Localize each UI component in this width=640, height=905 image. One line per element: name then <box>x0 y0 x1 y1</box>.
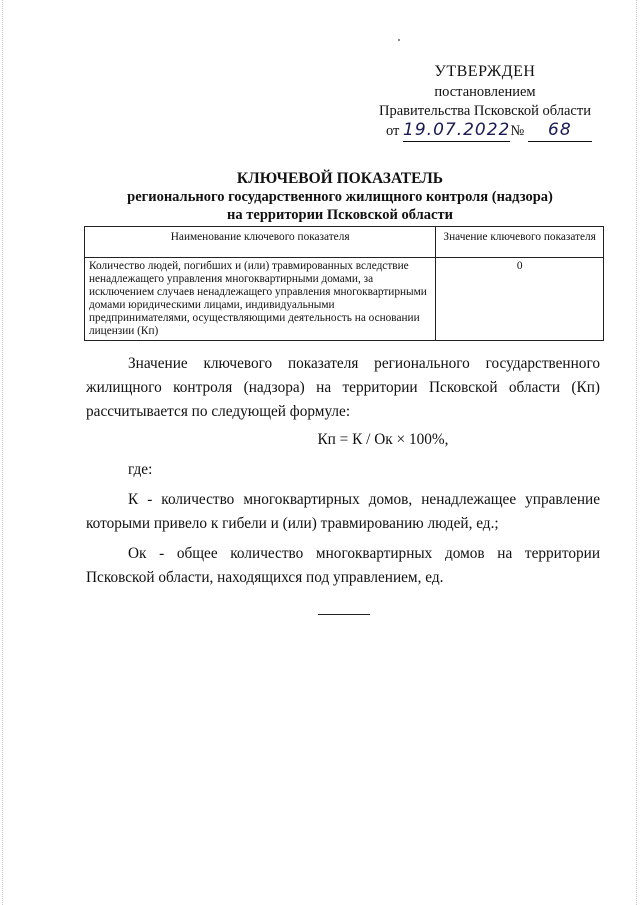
document-heading <box>60 170 620 224</box>
heading-line-3: на территории Псковской области <box>227 207 453 223</box>
scan-edge-right <box>636 0 637 905</box>
formula-description <box>86 352 600 590</box>
table-header-value: Значение ключевого показателя <box>436 227 604 258</box>
approval-block <box>360 62 610 143</box>
table-header-row <box>85 227 604 258</box>
scan-speck <box>398 39 400 41</box>
indicator-name-cell: Количество людей, погибших и (или) травмированных вследствие ненадлежащего управления многоквартирными домами, за исключением случаев ненадлежащего управления многоквартирными домами юридическими лицами, индивидуальными предпринимателями, осуществляющими деятельность на основании лицензии (Кп) <box>85 258 436 341</box>
authority-label: Правительства Псковской области <box>379 103 591 119</box>
date-prefix: от <box>386 123 400 139</box>
indicator-table <box>84 226 604 341</box>
number-sign: № <box>510 123 525 139</box>
indicator-value-cell: 0 <box>436 258 604 341</box>
where-label: где: <box>128 461 153 478</box>
date-number-row <box>360 121 610 143</box>
heading-line-2: регионального государственного жилищного контроля (надзора) <box>127 189 553 205</box>
table-header-name: Наименование ключевого показателя <box>85 227 436 258</box>
table-row <box>85 258 604 341</box>
formula: Кп = К / Ок × 100%, <box>317 431 449 448</box>
heading-title: КЛЮЧЕВОЙ ПОКАЗАТЕЛЬ <box>236 170 444 187</box>
scan-edge-left <box>2 0 3 905</box>
intro-paragraph: Значение ключевого показателя регионального государственного жилищного контроля (надзора) на территории Псковской области (Кп) рассчитывается по следующей формуле: <box>86 355 600 420</box>
number-field <box>528 121 592 142</box>
handwritten-number: 68 <box>548 120 572 140</box>
handwritten-date: 19.07.2022 <box>403 120 511 140</box>
date-field <box>403 121 510 142</box>
definition-ok: Ок - общее количество многоквартирных домов на территории Псковской области, находящихся под управлением, ед. <box>86 545 600 586</box>
end-separator-line <box>318 614 370 615</box>
definition-k: К - количество многоквартирных домов, ненадлежащее управление которыми привело к гибели и (или) травмированию людей, ед.; <box>86 491 600 532</box>
resolution-label: постановлением <box>434 84 536 100</box>
approved-label: УТВЕРЖДЕН <box>434 63 536 80</box>
